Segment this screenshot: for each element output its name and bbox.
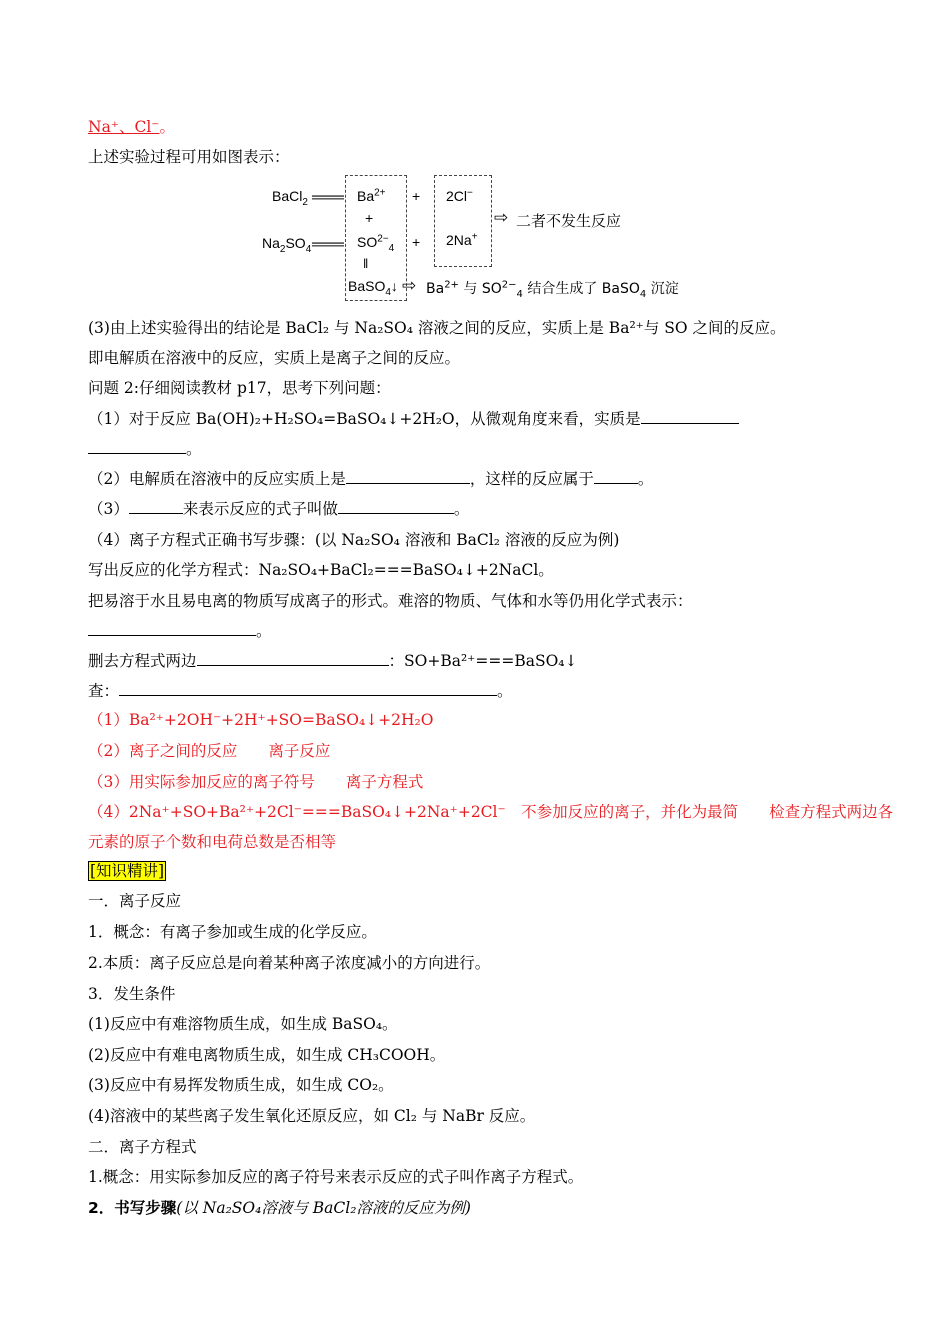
combine-sub2: 4 [516,288,523,300]
cl-sup: − [467,187,473,199]
step-split: 把易溶于水且易电离的物质写成离子的形式。难溶的物质、气体和水等仍用化学式表示： [88,592,693,610]
step-write: 写出反应的化学方程式：Na₂SO₄+BaCl₂===BaSO₄↓+2NaCl。 [88,561,554,579]
question-2-1-cont [88,439,202,459]
knowledge-tag [88,861,166,881]
na2so4-b: SO [285,235,306,251]
writing-steps-note: (以 Na₂SO₄溶液与 BaCl₂溶液的反应为例) [176,1199,471,1217]
answer-4: （4）2Na⁺+SO+Ba²⁺+2Cl⁻===BaSO₄↓+2Na⁺+2Cl⁻ 不参加反应的离子，并化为最简 检查方程式两边各 [88,803,894,821]
arrow-right-icon-2: ⇨ [402,276,417,295]
combine-sup1: 2+ [444,279,459,291]
answer-1: （1）Ba²⁺+2OH⁻+2H⁺+SO=BaSO₄↓+2H₂O [88,711,434,729]
writing-steps [88,1198,471,1218]
concept-1: 1．概念：有离子参加或生成的化学反应。 [88,923,377,941]
diagram-plus-top: + [412,188,421,204]
step-delete-b: ：SO+Ba²⁺===BaSO₄↓ [388,652,578,670]
combine-sup2: 2− [501,279,517,291]
condition-d: (4)溶液中的某些离子发生氧化还原反应，如 Cl₂ 与 NaBr 反应。 [88,1107,536,1125]
reaction-diagram [250,172,710,306]
condition-c: (3)反应中有易挥发物质生成，如生成 CO₂。 [88,1076,394,1094]
blank-delete[interactable] [197,651,389,666]
step-delete [88,651,577,671]
answer-ions-line [88,117,175,137]
na-text: 2Na [446,232,472,248]
equals-vertical: ‖ [363,256,369,271]
bacl2-text: BaCl [272,188,303,204]
bacl2-sub: 2 [302,196,308,208]
step-delete-a: 删去方程式两边 [88,652,197,670]
combine-text [426,278,679,298]
question-2-2 [88,469,653,489]
question-2: 问题 2:仔细阅读教材 p17，思考下列问题： [88,379,391,397]
answer-ions: Na⁺、Cl⁻ [88,118,160,136]
answer-3: （3）用实际参加反应的离子符号 离子方程式 [88,773,424,791]
conditions-heading: 3．发生条件 [88,985,176,1003]
step-check-b: 。 [497,682,513,700]
ba-sup: 2+ [374,187,386,199]
combine-b: 与 SO [458,281,502,297]
diagram-baso4 [348,278,398,298]
condition-a: (1)反应中有难溶物质生成，如生成 BaSO₄。 [88,1015,398,1033]
essence-text: 即电解质在溶液中的反应，实质上是离子之间的反应。 [88,349,461,367]
question-2-3 [88,499,469,519]
question-2-1 [88,409,739,429]
baso4-down: ↓ [390,278,398,294]
arrow-right-icon: ⇨ [494,208,509,227]
blank-2a[interactable] [346,469,470,484]
q2-2-c: 。 [637,470,654,488]
so4-text: SO [357,234,378,250]
blank-check[interactable] [119,681,497,696]
section-2-heading: 二．离子方程式 [88,1138,197,1156]
baso4-sub: 4 [385,286,391,298]
combine-d: 沉淀 [646,281,679,297]
diagram-plus-bottom: + [412,234,421,250]
diagram-ba-ion [357,188,386,204]
conclusion-3: (3)由上述实验得出的结论是 BaCl₂ 与 Na₂SO₄ 溶液之间的反应，实质上是 Ba²⁺与 SO 之间的反应。 [88,319,786,337]
step-split-end: 。 [256,622,272,640]
answer-ions-end: 。 [159,118,175,136]
answer-4-cont: 元素的原子个数和电荷总数是否相等 [88,833,337,851]
knowledge-tag-label: [知识精讲] [90,862,165,880]
q2-2-b: ，这样的反应属于 [469,470,594,488]
q2-1-text: （1）对于反应 Ba(OH)₂+H₂SO₄=BaSO₄↓+2H₂O，从微观角度来看，实质是 [88,410,641,428]
q2-3-c: 。 [453,500,470,518]
cl-text: 2Cl [446,188,468,204]
concept-2: 1.概念：用实际参加反应的离子符号来表示反应的式子叫作离子方程式。 [88,1168,584,1186]
na2so4-sub1: 2 [279,243,286,255]
question-2-4: （4）离子方程式正确书写步骤：(以 Na₂SO₄ 溶液和 BaCl₂ 溶液的反应为例) [88,531,620,549]
essence-1: 2.本质：离子反应总是向着某种离子浓度减小的方向进行。 [88,954,491,972]
step-split-cont [88,621,272,641]
q2-3-b: 来表示反应的式子叫做 [182,500,338,518]
combine-a: Ba [426,281,445,297]
so4-sup: 2− [377,233,389,245]
na2so4-sub2: 4 [305,243,312,255]
blank-2b[interactable] [594,469,638,484]
bacl2-ionize-sign: ═══ [312,189,344,206]
writing-steps-title: 2．书写步骤 [88,1199,177,1217]
combine-sub3: 4 [639,288,647,300]
q2-1-end: 。 [186,440,202,458]
na2so4-a: Na [262,235,280,251]
blank-1b[interactable] [88,439,186,454]
diagram-so4-ion [357,233,395,254]
ba-text: Ba [357,188,375,204]
diagram-bacl2 [272,188,308,208]
step-check [88,681,513,701]
section-1-heading: 一．离子反应 [88,892,182,910]
na2so4-ionize-sign: ═══ [312,236,344,253]
q2-3-a: （3） [88,500,129,518]
condition-b: (2)反应中有难电离物质生成，如生成 CH₃COOH。 [88,1046,446,1064]
blank-1a[interactable] [641,409,739,424]
diagram-cl-ion [446,188,473,204]
so4-sub: 4 [388,242,395,254]
blank-3a[interactable] [129,499,183,514]
q2-2-a: （2）电解质在溶液中的反应实质上是 [88,470,346,488]
answer-2: （2）离子之间的反应 离子反应 [88,742,331,760]
blank-split[interactable] [88,621,256,636]
diagram-plus-inner: + [365,210,374,226]
baso4-text: BaSO [348,278,386,294]
diagram-na2so4 [262,235,312,255]
blank-3b[interactable] [338,499,454,514]
step-check-a: 查： [88,682,120,700]
combine-c: 结合生成了 BaSO [522,281,640,297]
intro-text: 上述实验过程可用如图表示： [88,148,290,166]
diagram-na-ion [446,232,478,248]
no-reaction-text: 二者不发生反应 [516,212,622,230]
na-sup: + [471,231,478,243]
